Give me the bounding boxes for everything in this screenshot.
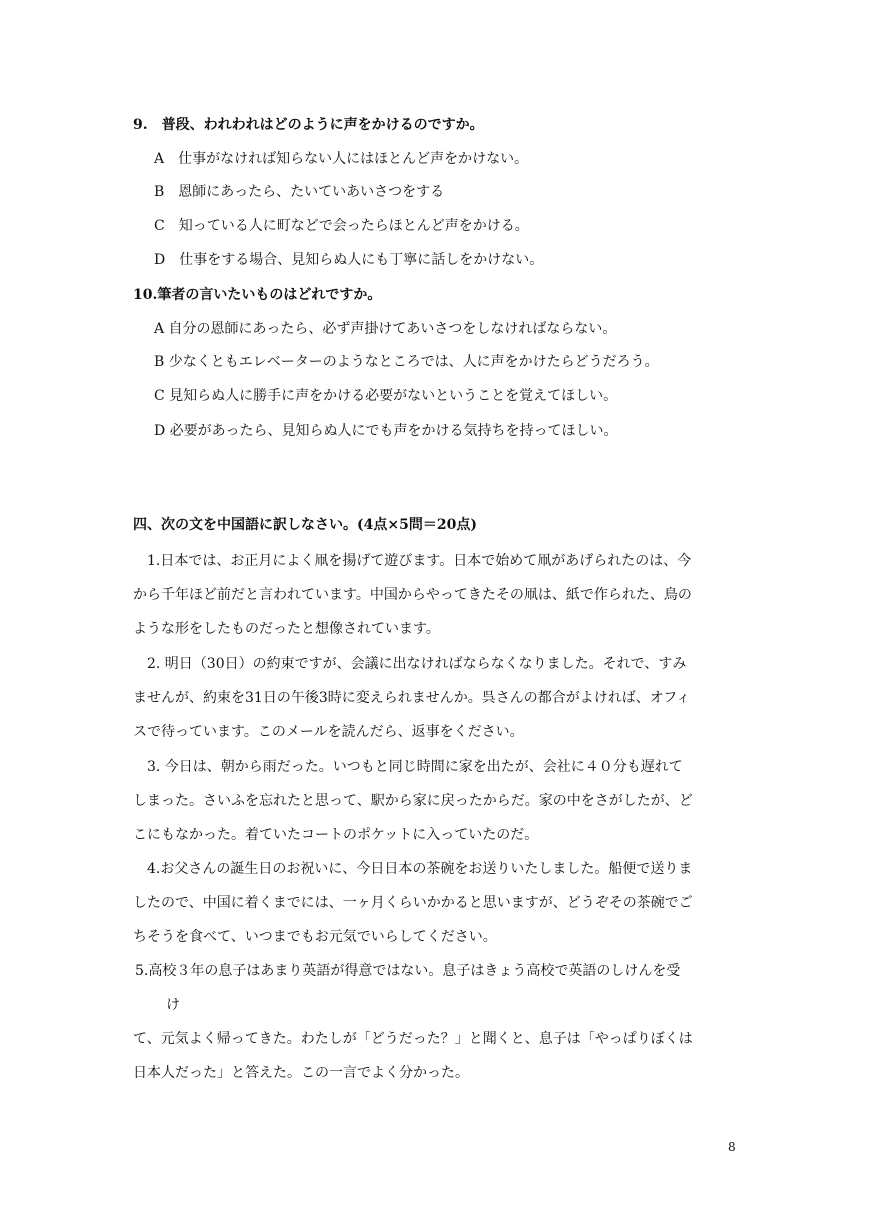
q10-option-b: B 少なくともエレベーターのようなところでは、人に声をかけたらどうだろう。 — [154, 354, 659, 370]
q10-option-c: C 見知らぬ人に勝手に声をかける必要がないということを覚えてほしい。 — [154, 388, 618, 404]
section4-line: ませんが、約束を31日の午後3時に変えられませんか。呉さんの都合がよければ、オフィ — [133, 690, 691, 706]
section4-line: ような形をしたものだったと想像されています。 — [133, 621, 440, 637]
section4-line: て、元気よく帰ってきた。わたしが「どうだった？」と聞くと、息子は「やっぱりぼくは — [133, 1031, 693, 1047]
section4-line: 1.日本では、お正月によく凧を揚げて遊びます。日本で始めて凧があげられたのは、今 — [133, 553, 692, 569]
section4-line: ちそうを食べて、いつまでもお元気でいらしてください。 — [133, 929, 497, 945]
section4-line: したので、中国に着くまでには、一ヶ月くらいかかると思いますが、どうぞその茶碗でご — [133, 895, 693, 911]
section4-title: 四、次の文を中国語に訳しなさい。(4点×5問＝20点) — [133, 517, 477, 533]
section4-line: から千年ほど前だと言われています。中国からやってきたその凧は、紙で作られた、鳥の — [133, 587, 692, 603]
q9-question: 9. 普段、われわれはどのように声をかけるのですか。 — [133, 117, 484, 133]
section4-line: こにもなかった。着ていたコートのポケットに入っていたのだ。 — [133, 827, 539, 843]
section4-line: 日本人だった」と答えた。この一言でよく分かった。 — [133, 1065, 469, 1081]
section4-line: 5.高校３年の息子はあまり英語が得意ではない。息子はきょう高校で英語のしけんを受 — [135, 963, 681, 979]
q10-question: 10.筆者の言いたいものはどれですか。 — [133, 287, 382, 303]
section4-line: 2. 明日（30日）の約束ですが、会議に出なければならなくなりました。それで、すみ — [133, 656, 687, 672]
q10-option-d: D 必要があったら、見知らぬ人にでも声をかける気持ちを持ってほしい。 — [154, 423, 618, 439]
q9-option-b: B 恩師にあったら、たいていあいさつをする — [154, 184, 445, 200]
section4-line: 3. 今日は、朝から雨だった。いつもと同じ時間に家を出たが、会社に４０分も遅れて — [133, 759, 683, 775]
q10-option-a: A 自分の恩師にあったら、必ず声掛けてあいさつをしなければならない。 — [154, 321, 617, 337]
q9-option-d: D 仕事をする場合、見知らぬ人にも丁寧に話しをかけない。 — [154, 252, 544, 268]
page-number: 8 — [728, 1140, 736, 1154]
section4-line: しまった。さいふを忘れたと思って、駅から家に戻ったからだ。家の中をさがしたが、ど — [133, 793, 693, 809]
q9-option-a: A 仕事がなければ知らない人にはほとんど声をかけない。 — [154, 151, 529, 167]
section4-line: スで待っています。このメールを読んだら、返事をください。 — [133, 724, 524, 740]
section4-line: け — [166, 997, 180, 1013]
section4-line: 4.お父さんの誕生日のお祝いに、今日日本の茶碗をお送りいたしました。船便で送りま — [133, 861, 693, 877]
q9-option-c: C 知っている人に町などで会ったらほとんど声をかける。 — [154, 218, 529, 234]
